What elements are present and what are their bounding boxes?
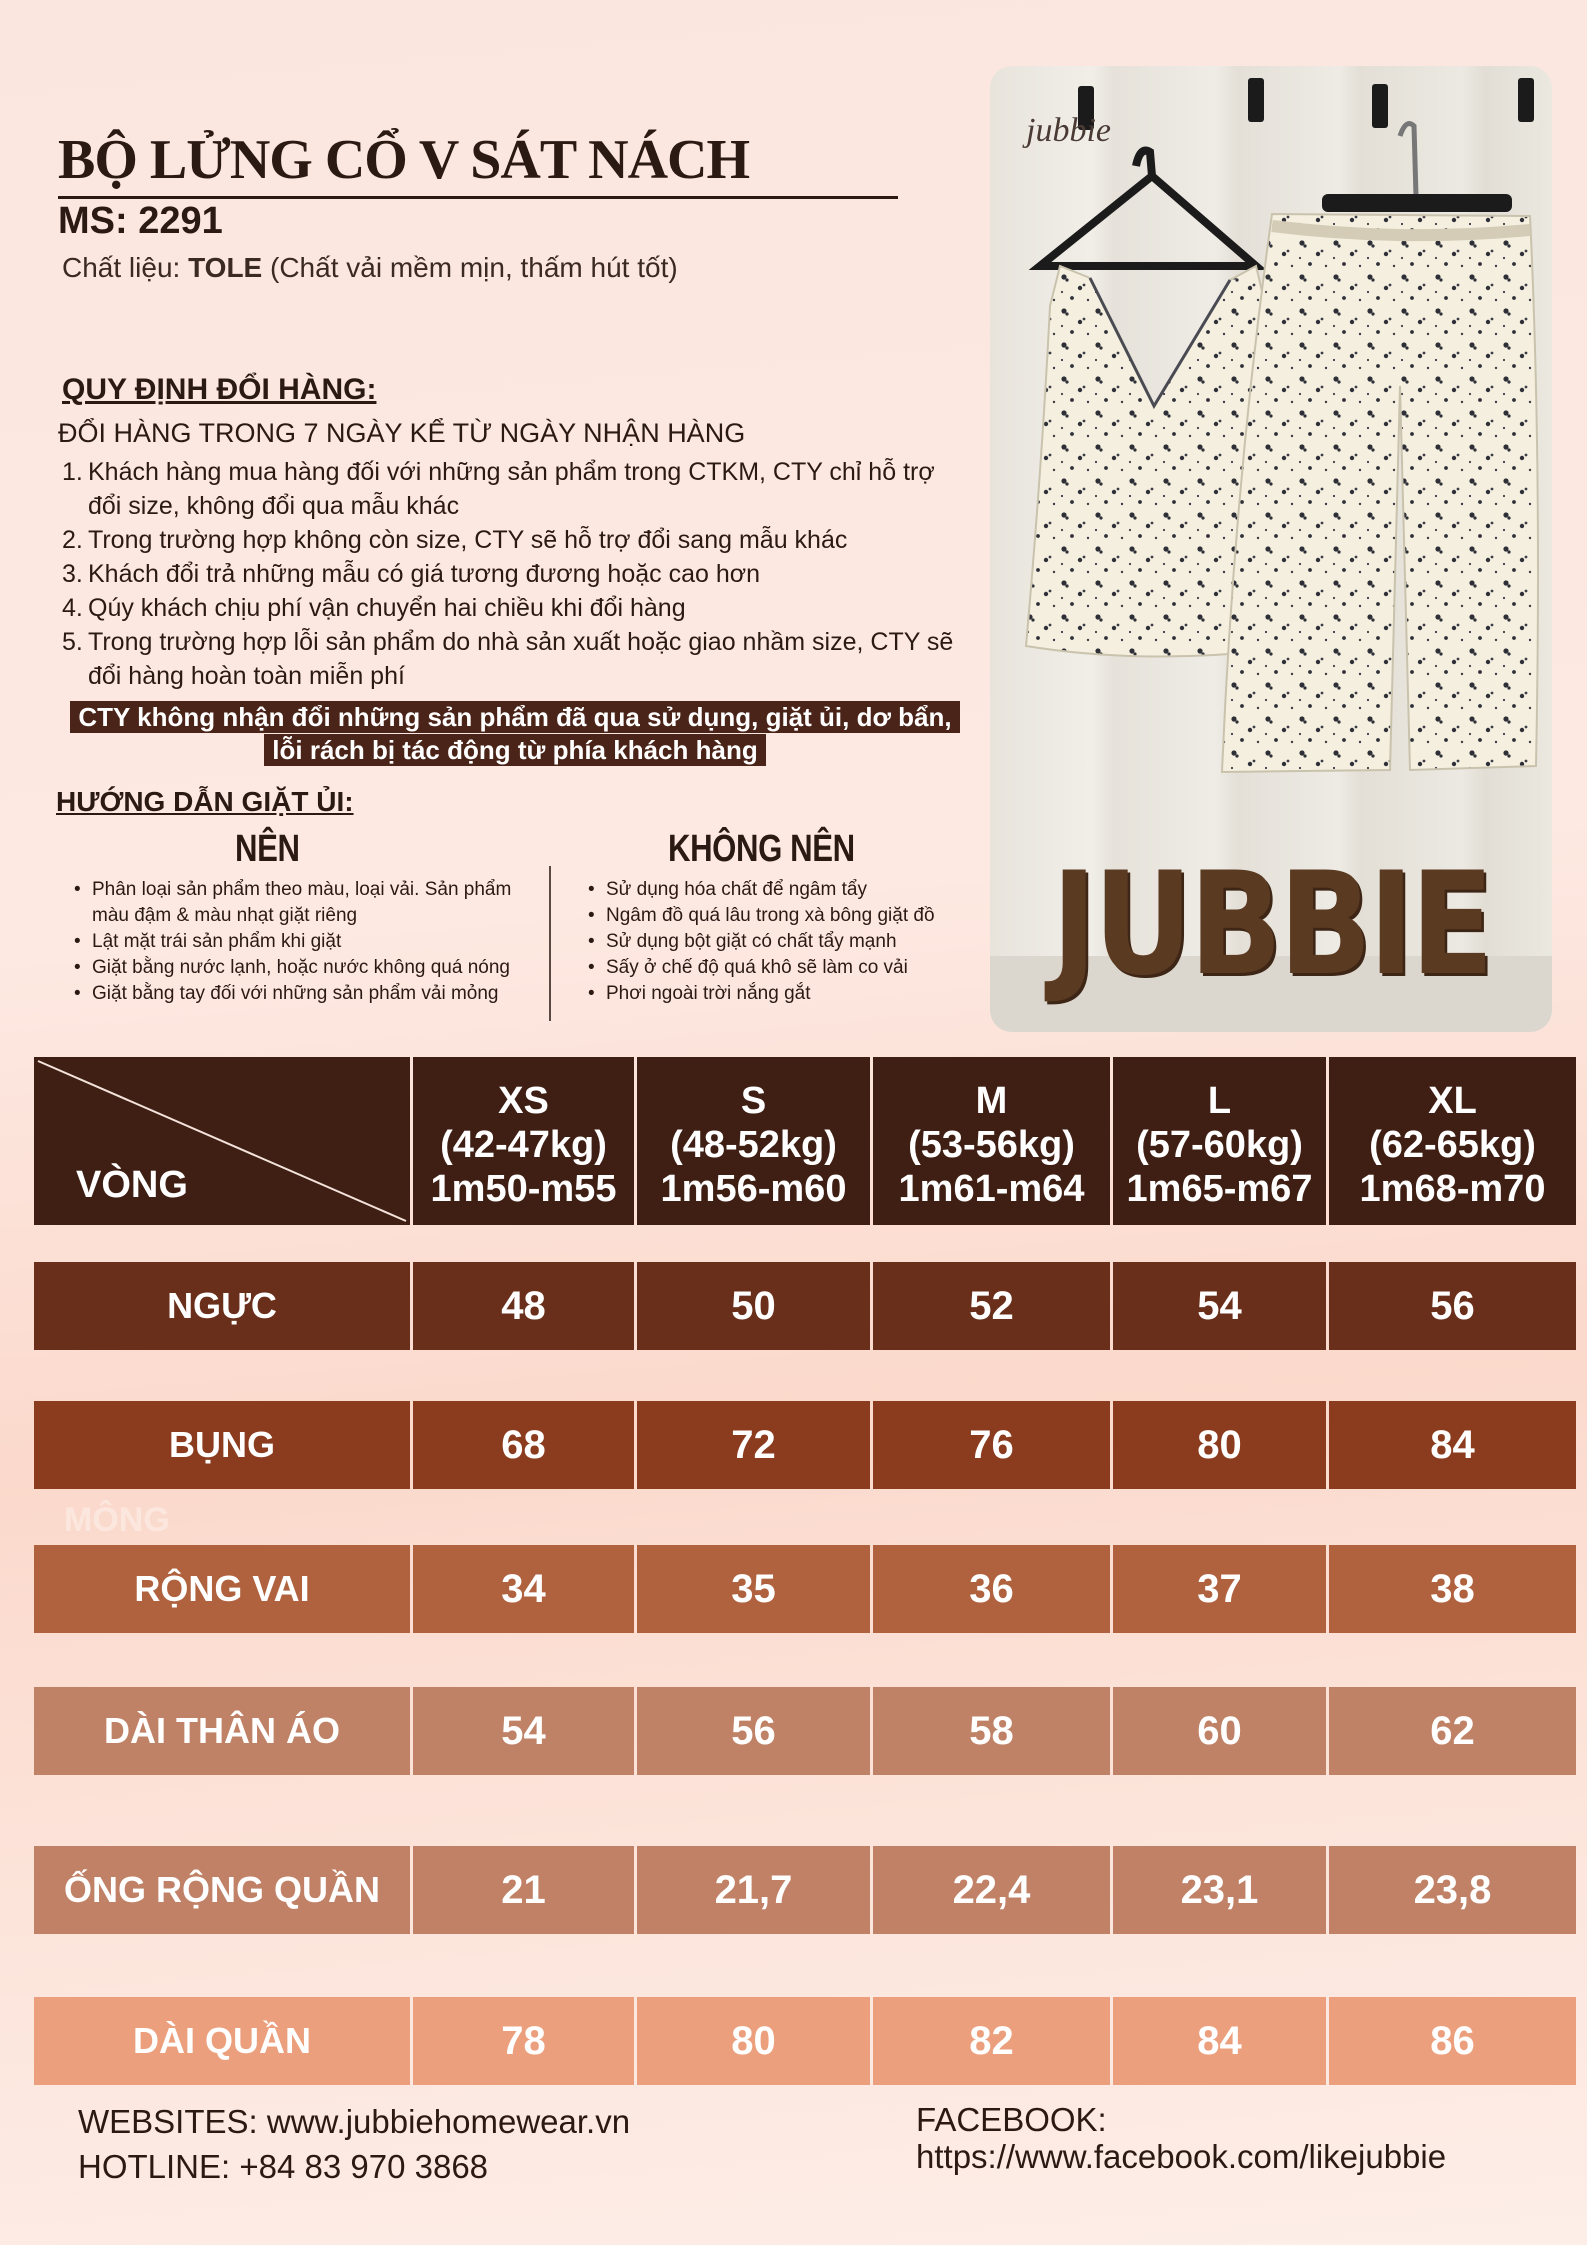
policy-heading: QUY ĐỊNH ĐỔI HÀNG: bbox=[62, 373, 377, 406]
dont-list bbox=[586, 877, 986, 1007]
row-label: DÀI THÂN ÁO bbox=[34, 1687, 410, 1775]
size-value-cell: 84 bbox=[1113, 1997, 1326, 2085]
do-item: • Phân loại sản phẩm theo màu, loại vải. Sản phẩm màu đậm & màu nhạt giặt riêng bbox=[72, 877, 542, 929]
size-value-cell: 76 bbox=[873, 1401, 1110, 1489]
policy-item: 5. Trong trường hợp lỗi sản phẩm do nhà sản xuất hoặc giao nhầm size, CTY sẽ đổi hàng hoàn toàn miễn phí bbox=[62, 628, 954, 690]
row-label: DÀI QUẦN bbox=[34, 1997, 410, 2085]
pants-garment bbox=[1222, 214, 1538, 772]
row-label: NGỰC bbox=[34, 1262, 410, 1350]
corner-diagonal bbox=[34, 1057, 410, 1225]
faint-label: MÔNG bbox=[64, 1501, 170, 1539]
policy-item: 2. Trong trường hợp không còn size, CTY sẽ hỗ trợ đổi sang mẫu khác bbox=[62, 526, 848, 554]
facebook-link[interactable]: https://www.facebook.com/likejubbie bbox=[916, 2138, 1447, 2175]
size-header-weight: (53-56kg) bbox=[908, 1124, 1075, 1166]
policy-item: 4. Qúy khách chịu phí vận chuyển hai chiều khi đổi hàng bbox=[62, 594, 686, 622]
size-header-xs bbox=[413, 1057, 634, 1225]
wash-divider bbox=[549, 866, 551, 1021]
size-table bbox=[34, 1057, 1576, 2087]
size-value-cell: 52 bbox=[873, 1262, 1110, 1350]
size-value-cell: 72 bbox=[637, 1401, 870, 1489]
size-header-weight: (62-65kg) bbox=[1369, 1124, 1536, 1166]
do-item: • Giặt bằng nước lạnh, hoặc nước không quá nóng bbox=[72, 955, 542, 981]
dont-item: • Sấy ở chế độ quá khô sẽ làm co vải bbox=[586, 955, 986, 981]
do-item: • Lật mặt trái sản phẩm khi giặt bbox=[72, 929, 542, 955]
size-value-cell: 86 bbox=[1329, 1997, 1576, 2085]
size-value-cell: 36 bbox=[873, 1545, 1110, 1633]
size-value-cell: 78 bbox=[413, 1997, 634, 2085]
policy-item: 1. Khách hàng mua hàng đối với những sản phẩm trong CTKM, CTY chỉ hỗ trợ đổi size, không đổi qua mẫu khác bbox=[62, 458, 935, 520]
dont-item: • Ngâm đồ quá lâu trong xà bông giặt đồ bbox=[586, 903, 986, 929]
dont-title: KHÔNG NÊN bbox=[668, 828, 855, 870]
size-header-height: 1m50-m55 bbox=[430, 1168, 617, 1210]
row-label: RỘNG VAI bbox=[34, 1545, 410, 1633]
size-header-size: M bbox=[975, 1080, 1008, 1122]
size-value-cell: 60 bbox=[1113, 1687, 1326, 1775]
size-header-s bbox=[637, 1057, 870, 1225]
footer-facebook bbox=[916, 2101, 1446, 2175]
footer-hotline: HOTLINE: +84 83 970 3868 bbox=[78, 2148, 489, 2185]
size-value-cell: 62 bbox=[1329, 1687, 1576, 1775]
do-list bbox=[72, 877, 542, 1007]
size-value-cell: 80 bbox=[637, 1997, 870, 2085]
wall-hooks bbox=[1078, 78, 1534, 130]
size-header-m bbox=[873, 1057, 1110, 1225]
material-value: TOLE bbox=[188, 252, 263, 283]
size-value-cell: 68 bbox=[413, 1401, 634, 1489]
size-header-height: 1m56-m60 bbox=[660, 1168, 847, 1210]
dont-item: • Phơi ngoài trời nắng gắt bbox=[586, 981, 986, 1007]
size-value-cell: 82 bbox=[873, 1997, 1110, 2085]
size-value-cell: 21 bbox=[413, 1846, 634, 1934]
size-header-size: L bbox=[1207, 1080, 1232, 1122]
row-label: ỐNG RỘNG QUẦN bbox=[34, 1846, 410, 1934]
corner-label: VÒNG bbox=[76, 1164, 188, 1206]
material-line bbox=[62, 252, 678, 284]
policy-list bbox=[60, 455, 960, 693]
wash-heading: HƯỚNG DẪN GIẶT ỦI: bbox=[56, 786, 354, 817]
size-header-l bbox=[1113, 1057, 1326, 1225]
size-value-cell: 48 bbox=[413, 1262, 634, 1350]
size-header-weight: (42-47kg) bbox=[440, 1124, 607, 1166]
brand-letters: JUBBIE bbox=[1051, 842, 1491, 1007]
size-value-cell: 54 bbox=[1113, 1262, 1326, 1350]
size-header-height: 1m65-m67 bbox=[1126, 1168, 1313, 1210]
material-note: (Chất vải mềm mịn, thấm hút tốt) bbox=[262, 252, 678, 283]
policy-item: 3. Khách đổi trả những mẫu có giá tương đương hoặc cao hơn bbox=[62, 560, 761, 588]
size-header-height: 1m68-m70 bbox=[1359, 1168, 1546, 1210]
do-item: • Giặt bằng tay đối với những sản phẩm vải mỏng bbox=[72, 981, 542, 1007]
brand-logo: jubbie bbox=[1026, 112, 1111, 149]
size-value-cell: 84 bbox=[1329, 1401, 1576, 1489]
hanger bbox=[1040, 151, 1256, 266]
size-header-size: XS bbox=[498, 1080, 549, 1122]
footer-website[interactable]: WEBSITES: www.jubbiehomewear.vn bbox=[78, 2103, 631, 2140]
size-value-cell: 38 bbox=[1329, 1545, 1576, 1633]
material-label: Chất liệu: bbox=[62, 252, 189, 283]
size-value-cell: 56 bbox=[1329, 1262, 1576, 1350]
size-value-cell: 50 bbox=[637, 1262, 870, 1350]
row-label: BỤNG bbox=[34, 1401, 410, 1489]
size-header-size: XL bbox=[1428, 1080, 1477, 1122]
size-value-cell: 80 bbox=[1113, 1401, 1326, 1489]
dont-item: • Sử dụng hóa chất để ngâm tẩy bbox=[586, 877, 986, 903]
do-title: NÊN bbox=[235, 828, 300, 870]
size-value-cell: 34 bbox=[413, 1545, 634, 1633]
size-header-xl bbox=[1329, 1057, 1576, 1225]
size-header-size: S bbox=[740, 1080, 767, 1122]
facebook-label: FACEBOOK: bbox=[916, 2101, 1107, 2138]
size-value-cell: 23,8 bbox=[1329, 1846, 1576, 1934]
product-code: MS: 2291 bbox=[58, 200, 223, 242]
policy-subheading: ĐỔI HÀNG TRONG 7 NGÀY KỂ TỪ NGÀY NHẬN HÀNG bbox=[58, 418, 746, 448]
size-value-cell: 23,1 bbox=[1113, 1846, 1326, 1934]
policy-warning bbox=[54, 701, 976, 767]
product-title: BỘ LỬNG CỔ V SÁT NÁCH bbox=[58, 128, 898, 199]
size-value-cell: 58 bbox=[873, 1687, 1110, 1775]
size-value-cell: 22,4 bbox=[873, 1846, 1110, 1934]
size-value-cell: 35 bbox=[637, 1545, 870, 1633]
warning-line-1: CTY không nhận đổi những sản phẩm đã qua sử dụng, giặt ủi, dơ bẩn, bbox=[70, 701, 959, 733]
size-value-cell: 56 bbox=[637, 1687, 870, 1775]
warning-line-2: lỗi rách bị tác động từ phía khách hàng bbox=[264, 734, 765, 766]
dont-item: • Sử dụng bột giặt có chất tẩy mạnh bbox=[586, 929, 986, 955]
size-value-cell: 37 bbox=[1113, 1545, 1326, 1633]
size-value-cell: 54 bbox=[413, 1687, 634, 1775]
size-value-cell: 21,7 bbox=[637, 1846, 870, 1934]
product-photo bbox=[990, 66, 1552, 1032]
size-header-weight: (57-60kg) bbox=[1136, 1124, 1303, 1166]
size-header-height: 1m61-m64 bbox=[898, 1168, 1085, 1210]
size-header-weight: (48-52kg) bbox=[670, 1124, 837, 1166]
